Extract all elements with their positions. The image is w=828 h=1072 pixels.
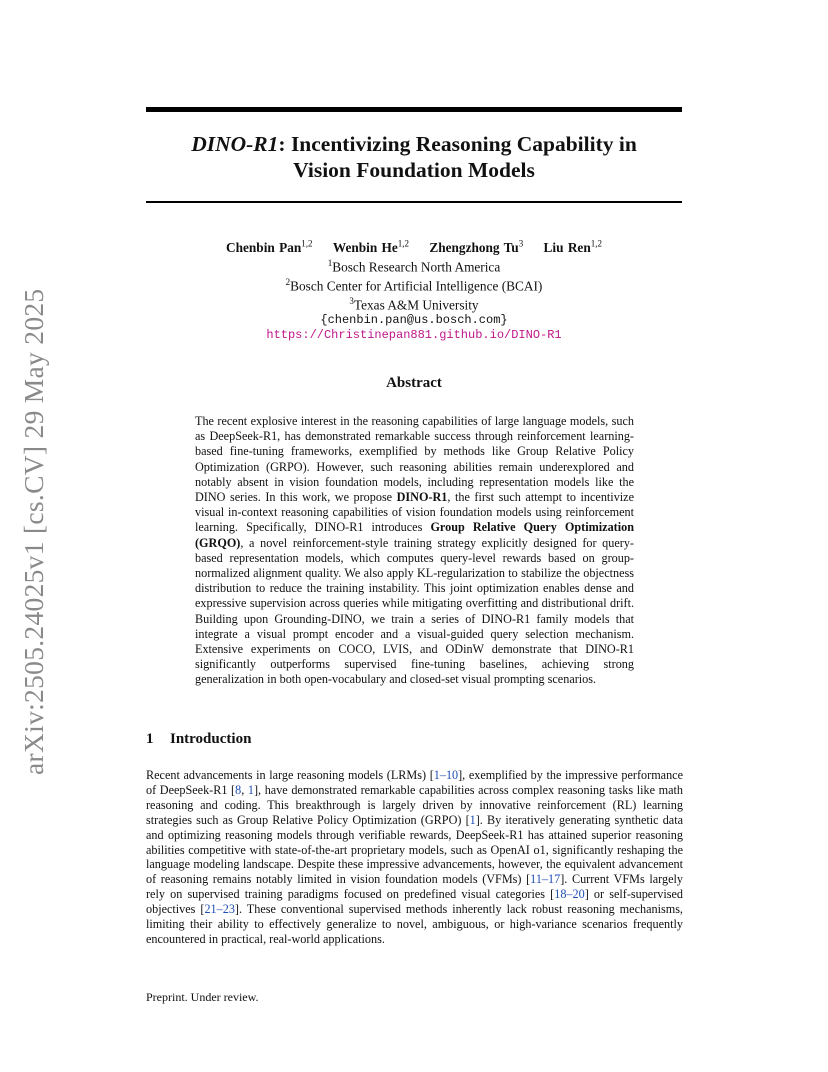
author: Zhengzhong Tu$^3$ (429, 239, 524, 256)
abstract-bold-term: DINO-R1 (396, 490, 448, 505)
title-line2: Vision Foundation Models (293, 158, 535, 182)
affiliation: $^1$Bosch Research North America (327, 257, 501, 275)
project-url-link[interactable]: https://Christinepan881.github.io/DINO-R1 (266, 328, 562, 343)
author: Chenbin Pan$^{1,2}$ (226, 239, 313, 256)
citation-link[interactable]: 21–23 (204, 902, 235, 917)
author-list (146, 237, 682, 256)
section-heading: 1 Introduction (146, 731, 252, 747)
title-top-rule (146, 107, 682, 112)
citation-link[interactable]: 1 (247, 782, 254, 797)
author-block (146, 237, 682, 344)
affiliation: $^2$Bosch Center for Artificial Intelligence (BCAI) (285, 276, 543, 294)
title-italic: DINO-R1 (191, 132, 279, 156)
citation-link[interactable]: 18–20 (554, 887, 585, 902)
paper-title (146, 131, 682, 183)
citation-link[interactable]: 1–10 (433, 768, 459, 782)
citation-link[interactable]: 1 (469, 812, 476, 827)
citation-link[interactable]: 11–17 (530, 872, 561, 887)
abstract-text: The recent explosive interest in the reasoning capabilities of large language models, such as DeepSeek-R1, has demonstrated remarkable success through reinforcement learning-based fine-tuning frameworks, exemplified by methods like Group Relative Policy Optimization (GRPO). However, such reasoning abilities remain underexplored and notably absent in vision foundation models, including representation models like the DINO series. In this work, we propose DINO-R1, the first such attempt to incentivize visual in-context reasoning capabilities of vision foundation models using reinforcement learning. Specifically, DINO-R1 introduces Group Relative Query Optimization (GRQO), a novel reinforcement-style training strategy explicitly designed for query-based representation models, which computes query-level rewards based on group-normalized alignment quality. We also apply KL-regularization to stabilize the objectness distribution to reduce the training instability. This joint optimization enables dense and expressive supervision across queries while mitigating overfitting and distributional drift. Building upon Grounding-DINO, we train a series of DINO-R1 family models that integrate a visual prompt encoder and a visual-guided query selection mechanism. Extensive experiments on COCO, LVIS, and ODinW demonstrate that DINO-R1 significantly outperforms supervised fine-tuning baselines, achieving strong generalization in both open-vocabulary and closed-set visual prompting scenarios. (195, 414, 634, 687)
affiliation: $^3$Texas A&M University (349, 295, 479, 313)
abstract-bold-term: Group Relative Query Optimization (GRQO) (195, 520, 634, 550)
title-bottom-rule (146, 201, 682, 203)
author: Wenbin He$^{1,2}$ (332, 239, 410, 256)
author: Liu Ren$^{1,2}$ (543, 239, 602, 256)
footer-note: Preprint. Under review. (146, 990, 259, 1004)
arxiv-stamp: arXiv:2505.24025v1 [cs.CV] 29 May 2025 (18, 288, 49, 775)
title-line1: : Incentivizing Reasoning Capability in (278, 132, 637, 156)
citation-link[interactable]: 8 (235, 782, 242, 797)
abstract-heading: Abstract (386, 375, 442, 391)
intro-paragraph: Recent advancements in large reasoning models (LRMs) [1–10], exemplified by the impressive performance of DeepSeek-R1 [8, 1], have demonstrated remarkable capabilities across complex reasoning tasks like math reasoning and coding. This breakthrough is largely driven by innovative reinforcement (RL) learning strategies such as Group Relative Policy Optimization (GRPO) [1]. By iteratively generating synthetic data and optimizing reasoning models through verifiable rewards, DeepSeek-R1 has attained superior reasoning abilities competitive with state-of-the-art proprietary models, such as OpenAI o1, significantly reshaping the language modeling landscape. Despite these impressive advancements, however, the equivalent advancement of reasoning remains notably limited in vision foundation models (VFMs) [11–17]. Current VFMs largely rely on supervised training paradigms focused on predefined visual categories [18–20] or self-supervised objectives [21–23]. These conventional supervised methods inherently lack robust reasoning mechanisms, limiting their ability to effectively generalize to novel, ambiguous, or high-variance scenarios frequently encountered in practical, real-world applications. (146, 768, 684, 946)
author-email: {chenbin.pan@us.bosch.com} (320, 312, 508, 327)
